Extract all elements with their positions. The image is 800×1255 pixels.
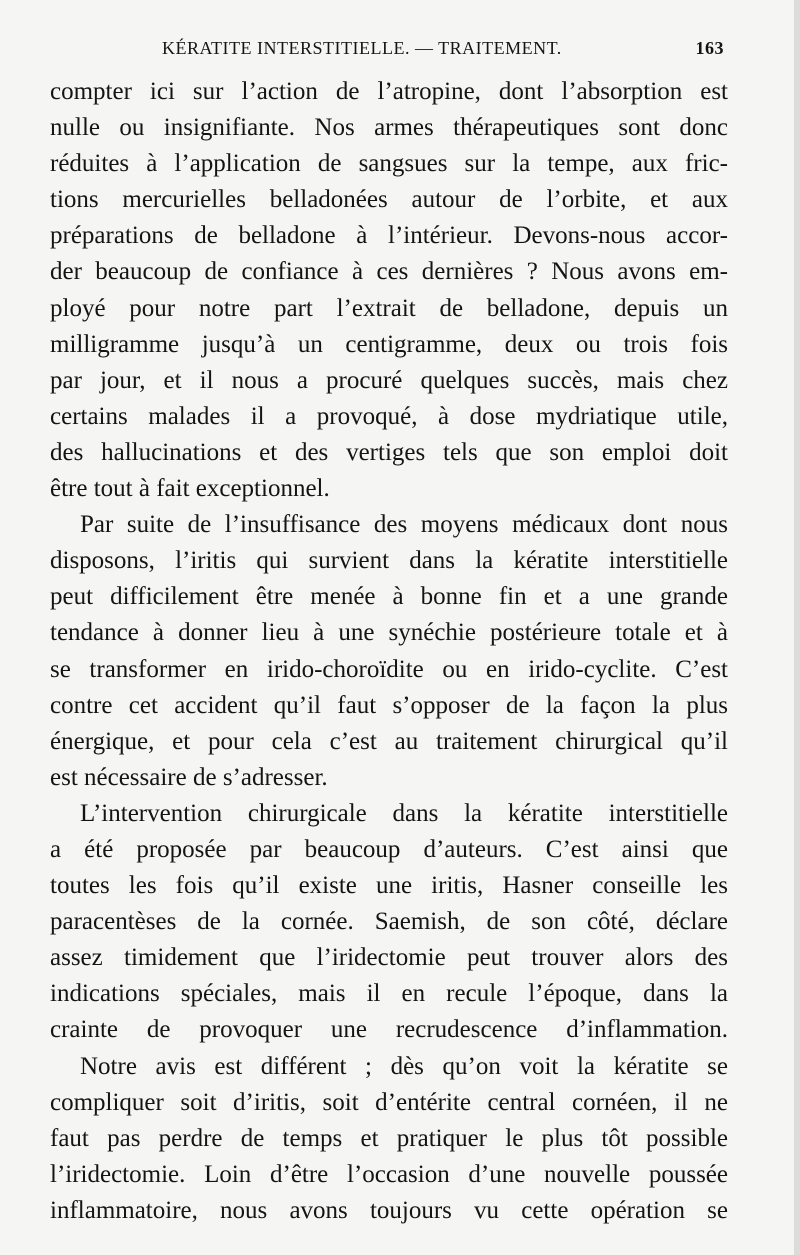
body-text [50, 74, 728, 1229]
text-line: contre cet accident qu’il faut s’opposer de la façon la plus [50, 691, 728, 719]
text-line: faut pas perdre de temps et pratiquer le plus tôt possible [50, 1124, 728, 1152]
text-line: préparations de belladone à l’intérieur. Devons-nous accor- [50, 222, 728, 250]
text-line: se transformer en irido-choroïdite ou en irido-cyclite. C’est [50, 655, 728, 683]
text-line: Par suite de l’insuffisance des moyens médicaux dont nous [80, 511, 728, 539]
text-line: réduites à l’application de sangsues sur la tempe, aux fric- [50, 150, 728, 178]
text-line: est nécessaire de s’adresser. [50, 763, 328, 791]
text-line: inflammatoire, nous avons toujours vu cette opération se [50, 1196, 728, 1224]
text-line: indications spéciales, mais il en recule l’époque, dans la [50, 980, 728, 1008]
text-line: énergique, et pour cela c’est au traitement chirurgical qu’il [50, 727, 728, 755]
text-line: crainte de provoquer une recrudescence d’inflammation. [50, 1016, 728, 1044]
text-line: nulle ou insignifiante. Nos armes thérapeutiques sont donc [50, 114, 728, 142]
text-line: paracentèses de la cornée. Saemish, de son côté, déclare [50, 908, 728, 936]
text-line: des hallucinations et des vertiges tels que son emploi doit [50, 438, 728, 466]
text-line: L’intervention chirurgicale dans la kératite interstitielle [80, 799, 728, 827]
text-line: disposons, l’iritis qui survient dans la kératite interstitielle [50, 547, 728, 575]
running-header [52, 34, 724, 62]
text-line: tions mercurielles belladonées autour de l’orbite, et aux [50, 186, 728, 214]
text-line: peut difficilement être menée à bonne fin et a une grande [50, 583, 728, 611]
text-line: der beaucoup de confiance à ces dernières ? Nous avons em- [50, 258, 728, 286]
text-line: l’iridectomie. Loin d’être l’occasion d’une nouvelle poussée [50, 1160, 728, 1188]
text-line: par jour, et il nous a procuré quelques succès, mais chez [50, 366, 728, 394]
text-line: être tout à fait exceptionnel. [50, 475, 330, 503]
text-line: ployé pour notre part l’extrait de belladone, depuis un [50, 294, 728, 322]
text-line: Notre avis est différent ; dès qu’on voit la kératite se [80, 1052, 728, 1080]
text-line: milligramme jusqu’à un centigramme, deux ou trois fois [50, 330, 728, 358]
text-line: toutes les fois qu’il existe une iritis, Hasner conseille les [50, 872, 728, 900]
text-line: certains malades il a provoqué, à dose mydriatique utile, [50, 402, 728, 430]
text-line: assez timidement que l’iridectomie peut trouver alors des [50, 944, 728, 972]
running-header-title: KÉRATITE INTERSTITIELLE. — TRAITEMENT. [162, 38, 562, 58]
text-line: compter ici sur l’action de l’atropine, dont l’absorption est [50, 78, 728, 105]
text-line: a été proposée par beaucoup d’auteurs. C’est ainsi que [50, 835, 728, 863]
text-line: compliquer soit d’iritis, soit d’entérite central cornéen, il ne [50, 1088, 728, 1116]
page-number: 163 [695, 38, 724, 58]
text-line: tendance à donner lieu à une synéchie postérieure totale et à [50, 619, 728, 647]
